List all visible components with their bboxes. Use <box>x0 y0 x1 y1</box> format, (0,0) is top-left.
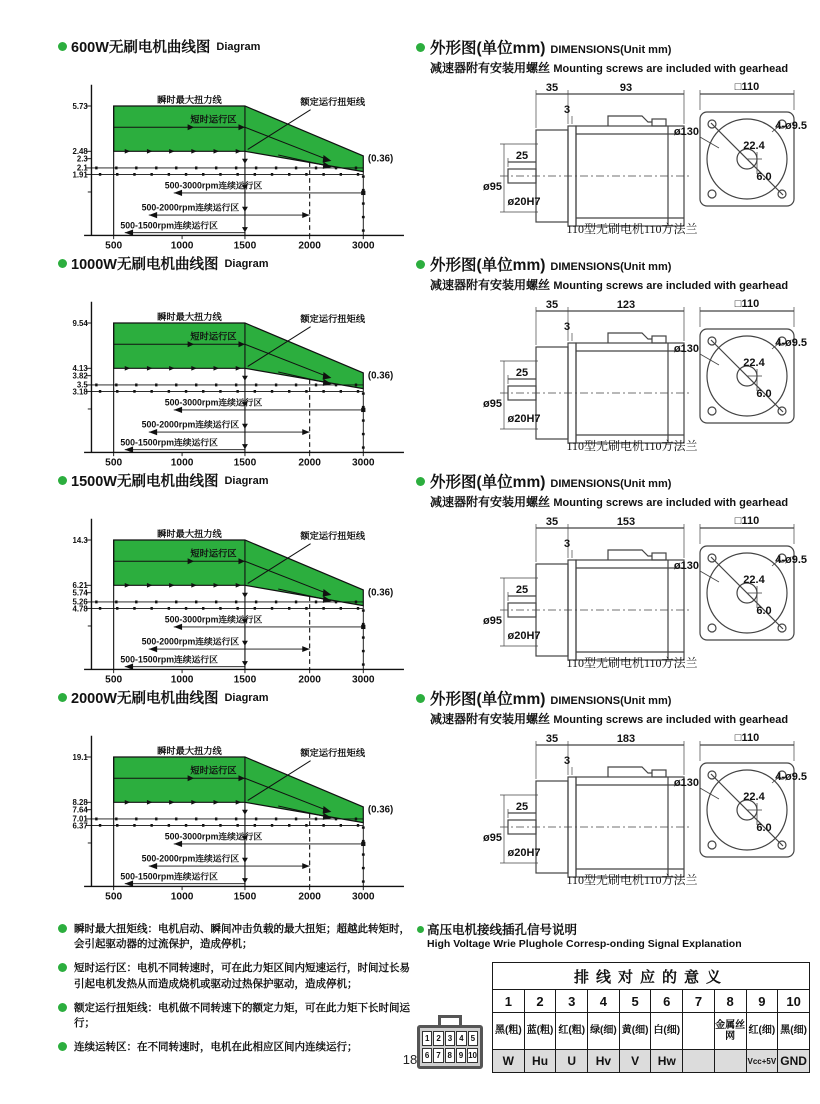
drawing-caption: 110型无刷电机110方法兰 <box>566 873 698 887</box>
dim-gearhead-length: 35 <box>545 733 559 745</box>
pin-number: 8 <box>714 990 746 1013</box>
signal-name: GND <box>778 1050 810 1073</box>
x-tick-label: 500 <box>105 891 123 903</box>
chart-title-text: 1000W无刷电机曲线图 <box>71 257 219 273</box>
y-tick-label: 6.21 <box>72 581 88 591</box>
wire-color: 黄(细) <box>619 1013 651 1050</box>
bullet-icon <box>58 259 67 268</box>
pin-number: 6 <box>651 990 683 1013</box>
connector-pin: 8 <box>445 1048 455 1063</box>
y-tick-label: 8.28 <box>72 798 88 808</box>
signal-explanation-block <box>411 896 820 1073</box>
dim-pilot-diameter: ø95 <box>483 181 502 193</box>
chart-title-en: Diagram <box>224 474 269 487</box>
pin-number: 5 <box>619 990 651 1013</box>
note-item <box>58 961 410 991</box>
peak-line-label: 瞬时最大扭力线 <box>157 312 222 323</box>
dim-bolt-circle: ø130 <box>673 343 699 355</box>
pin-number: 2 <box>524 990 556 1013</box>
dim-holes: 4-ø9.5 <box>775 771 807 783</box>
dimensions-title <box>416 687 820 709</box>
dimensions-title-en: DIMENSIONS(Unit mm) <box>550 695 672 707</box>
dim-holes: 4-ø9.5 <box>775 337 807 349</box>
dim-body-length: 93 <box>619 82 633 94</box>
torque-speed-chart <box>36 57 428 253</box>
y-tick-label: 4.13 <box>72 364 88 374</box>
y-tick-label: 5.73 <box>72 101 88 111</box>
zone-label: 500-3000rpm连续运行区 <box>164 831 263 842</box>
note-text: 连续运转区：在不同转速时，电机在此相应区间内连续运行； <box>74 1041 358 1054</box>
dim-flange: 3 <box>563 538 571 550</box>
chart-title <box>58 253 412 274</box>
dim-bolt-circle: ø130 <box>673 777 699 789</box>
y-tick-label: 6.37 <box>72 821 88 831</box>
torque-speed-chart <box>36 274 428 470</box>
bullet-icon <box>58 1042 67 1051</box>
connector-pin: 3 <box>445 1031 455 1046</box>
y-tick-label: 1.91 <box>72 170 88 180</box>
dim-shaft-length: 25 <box>515 584 529 596</box>
end-value-label: (0.36) <box>367 587 394 599</box>
torque-lines <box>91 168 363 174</box>
torque-lines <box>91 602 363 608</box>
x-tick-label: 500 <box>105 674 123 686</box>
x-tick-label: 500 <box>105 457 123 469</box>
dimensions-title <box>416 470 820 492</box>
peak-line-label: 瞬时最大扭力线 <box>157 746 222 757</box>
dim-key-depth: 6.0 <box>756 388 772 400</box>
dim-flange: 3 <box>563 321 571 333</box>
dim-key-width: 22.4 <box>743 791 765 803</box>
torque-lines <box>91 385 363 391</box>
dimensions-subtitle-en: Mounting screws are included with gearhead <box>553 497 789 509</box>
signal-name: Vcc+5V <box>746 1050 778 1073</box>
dim-shaft-diameter: ø20H7 <box>507 630 541 642</box>
chart-title-text: 2000W无刷电机曲线图 <box>71 691 219 707</box>
dimensions-subtitle <box>430 493 820 510</box>
pin-number: 4 <box>588 990 620 1013</box>
dim-square-flange: □110 <box>734 515 760 527</box>
x-tick-label: 1500 <box>233 891 257 903</box>
dim-shaft-diameter: ø20H7 <box>507 413 541 425</box>
note-text: 额定运行扭矩线：电机做不同转速下的额定力矩，可在此力矩下长时间运行； <box>74 1001 410 1030</box>
dimensions-subtitle-cn: 减速器附有安装用螺丝 <box>430 495 551 509</box>
connector-pin: 9 <box>456 1048 466 1063</box>
dim-gearhead-length: 35 <box>545 82 559 94</box>
dim-key-width: 22.4 <box>743 357 765 369</box>
dimensions-subtitle <box>430 59 820 76</box>
connector-row-top <box>422 1031 478 1046</box>
dim-gearhead-length: 35 <box>545 516 559 528</box>
pin-number: 9 <box>746 990 778 1013</box>
page-number: 18 <box>402 1052 418 1067</box>
dim-shaft-length: 25 <box>515 150 529 162</box>
zone-label: 500-2000rpm连续运行区 <box>141 202 240 213</box>
x-tick-label: 3000 <box>351 457 375 469</box>
dim-gearhead-length: 35 <box>545 299 559 311</box>
dimensions-subtitle-cn: 减速器附有安装用螺丝 <box>430 61 551 75</box>
signal-subtitle: High Voltage Wrie Plughole Corresp-onding Signal Explanation <box>427 938 742 950</box>
dim-key-width: 22.4 <box>743 574 765 586</box>
rows-container <box>0 28 820 903</box>
x-tick-label: 3000 <box>351 674 375 686</box>
connector-pin: 4 <box>456 1031 466 1046</box>
chart-block <box>0 245 412 469</box>
rated-line-label: 额定运行扭矩线 <box>300 314 366 325</box>
y-tick-label: 4.78 <box>72 604 88 614</box>
y-tick-label: 7.01 <box>72 814 88 824</box>
x-tick-label: 2000 <box>298 674 321 686</box>
short-zone-label: 短时运行区 <box>190 765 237 776</box>
bullet-icon <box>417 926 424 933</box>
signal-name: Hv <box>588 1050 620 1073</box>
y-tick-label: 3.82 <box>72 371 88 381</box>
dimensions-subtitle-cn: 减速器附有安装用螺丝 <box>430 712 551 726</box>
pin-number: 3 <box>556 990 588 1013</box>
chart-block <box>0 462 412 686</box>
catalog-row <box>0 679 820 903</box>
torque-lines <box>91 819 363 825</box>
dimensions-block <box>412 245 820 462</box>
bullet-icon <box>416 260 425 269</box>
bullet-icon <box>416 694 425 703</box>
y-tick-label: 3.18 <box>72 387 88 397</box>
wire-color: 蓝(粗) <box>524 1013 556 1050</box>
dimensions-block <box>412 679 820 896</box>
bottom-section <box>0 896 820 1073</box>
chart-block <box>0 28 412 252</box>
dimensions-subtitle-en: Mounting screws are included with gearhead <box>553 280 789 292</box>
x-tick-label: 2000 <box>298 240 321 252</box>
catalog-row <box>0 28 820 252</box>
wire-color: 金属丝网 <box>714 1013 746 1050</box>
zone-label: 500-3000rpm连续运行区 <box>164 180 263 191</box>
dim-holes: 4-ø9.5 <box>775 554 807 566</box>
chart-title-en: Diagram <box>224 691 269 704</box>
notes-list <box>0 896 411 1073</box>
dim-key-width: 22.4 <box>743 140 765 152</box>
dim-key-depth: 6.0 <box>756 605 772 617</box>
x-tick-label: 3000 <box>351 240 375 252</box>
zone-label: 500-1500rpm连续运行区 <box>120 871 218 882</box>
dimensions-subtitle <box>430 710 820 727</box>
drawing-caption: 110型无刷电机110方法兰 <box>566 439 698 453</box>
x-tick-label: 1000 <box>170 674 194 686</box>
x-tick-label: 500 <box>105 240 123 252</box>
bullet-icon <box>58 1003 67 1012</box>
peak-line-label: 瞬时最大扭力线 <box>157 529 222 540</box>
catalog-row <box>0 245 820 469</box>
zone-label: 500-3000rpm连续运行区 <box>164 614 263 625</box>
dim-square-flange: □110 <box>734 81 760 93</box>
zone-label: 500-1500rpm连续运行区 <box>120 437 218 448</box>
bullet-icon <box>58 476 67 485</box>
x-tick-label: 2000 <box>298 457 321 469</box>
dim-square-flange: □110 <box>734 732 760 744</box>
signal-name: U <box>556 1050 588 1073</box>
chart-title <box>58 36 412 57</box>
zone-label: 500-2000rpm连续运行区 <box>141 636 240 647</box>
dim-pilot-diameter: ø95 <box>483 398 502 410</box>
bullet-icon <box>416 43 425 52</box>
dimension-drawing <box>416 729 808 887</box>
dim-square-flange: □110 <box>734 298 760 310</box>
signal-title-text: 高压电机接线插孔信号说明 <box>427 923 578 937</box>
dimensions-block <box>412 28 820 245</box>
connector-pin: 1 <box>422 1031 432 1046</box>
wire-color: 红(细) <box>746 1013 778 1050</box>
dimensions-subtitle <box>430 276 820 293</box>
signal-name: Hu <box>524 1050 556 1073</box>
dimensions-subtitle-cn: 减速器附有安装用螺丝 <box>430 278 551 292</box>
wire-color: 红(粗) <box>556 1013 588 1050</box>
short-zone-label: 短时运行区 <box>190 331 237 342</box>
dim-body-length: 153 <box>616 516 636 528</box>
x-tick-label: 1000 <box>170 457 194 469</box>
zone-label: 500-1500rpm连续运行区 <box>120 654 218 665</box>
dimensions-title-en: DIMENSIONS(Unit mm) <box>550 261 672 273</box>
chart-title <box>58 470 412 491</box>
dimensions-title-text: 外形图(单位mm) <box>430 691 546 708</box>
x-tick-label: 1500 <box>233 240 257 252</box>
bullet-icon <box>416 477 425 486</box>
rated-line-label: 额定运行扭矩线 <box>300 531 366 542</box>
signal-name: Hw <box>651 1050 683 1073</box>
dimension-drawing <box>416 78 808 236</box>
chart-block <box>0 679 412 903</box>
wire-color-row <box>493 1013 810 1050</box>
dim-bolt-circle: ø130 <box>673 560 699 572</box>
dim-bolt-circle: ø130 <box>673 126 699 138</box>
chart-title-text: 1500W无刷电机曲线图 <box>71 474 219 490</box>
pin-number: 7 <box>683 990 715 1013</box>
dim-key-depth: 6.0 <box>756 822 772 834</box>
dim-pilot-diameter: ø95 <box>483 832 502 844</box>
y-tick-label: 5.26 <box>72 597 88 607</box>
x-tick-label: 1500 <box>233 457 257 469</box>
end-value-label: (0.36) <box>367 153 394 165</box>
connector-pin: 5 <box>468 1031 478 1046</box>
dim-pilot-diameter: ø95 <box>483 615 502 627</box>
y-tick-label: 2.1 <box>76 163 88 173</box>
note-item <box>58 1001 410 1031</box>
chart-title-text: 600W无刷电机曲线图 <box>71 40 211 56</box>
peak-line-label: 瞬时最大扭力线 <box>157 95 222 106</box>
bullet-icon <box>58 963 67 972</box>
torque-speed-chart <box>36 708 428 904</box>
wire-color: 白(细) <box>651 1013 683 1050</box>
zone-label: 500-2000rpm连续运行区 <box>141 419 240 430</box>
zone-label: 500-1500rpm连续运行区 <box>120 220 218 231</box>
drawing-caption: 110型无刷电机110方法兰 <box>566 222 698 236</box>
chart-title <box>58 687 412 708</box>
dim-body-length: 183 <box>616 733 636 745</box>
dimensions-title-text: 外形图(单位mm) <box>430 257 546 274</box>
dim-holes: 4-ø9.5 <box>775 120 807 132</box>
y-tick-label: 14.3 <box>72 535 88 545</box>
dimensions-title-text: 外形图(单位mm) <box>430 40 546 57</box>
end-value-label: (0.36) <box>367 370 394 382</box>
dimensions-title-en: DIMENSIONS(Unit mm) <box>550 44 672 56</box>
chart-title-en: Diagram <box>216 40 261 53</box>
signal-table-header: 排线对应的意义 <box>493 963 810 990</box>
note-text: 瞬时最大扭矩线：电机启动、瞬间冲击负载的最大扭矩；超越此转矩时，会引起驱动器的过流保护，造成停机； <box>74 923 410 951</box>
dim-shaft-length: 25 <box>515 367 529 379</box>
bullet-icon <box>58 924 67 933</box>
dimensions-title <box>416 253 820 275</box>
dim-key-depth: 6.0 <box>756 171 772 183</box>
dimensions-title-text: 外形图(单位mm) <box>430 474 546 491</box>
y-tick-label: 5.74 <box>72 588 88 598</box>
wire-color: 黑(粗) <box>493 1013 525 1050</box>
x-tick-label: 2000 <box>298 891 321 903</box>
dimensions-block <box>412 462 820 679</box>
wire-color <box>683 1013 715 1050</box>
chart-title-en: Diagram <box>224 257 269 270</box>
short-zone-label: 短时运行区 <box>190 548 237 559</box>
dimension-drawing <box>416 295 808 453</box>
signal-name: W <box>493 1050 525 1073</box>
bullet-icon <box>58 42 67 51</box>
catalog-row <box>0 462 820 686</box>
end-value-label: (0.36) <box>367 804 394 816</box>
signal-name: V <box>619 1050 651 1073</box>
pin-number-row <box>493 990 810 1013</box>
rated-line-label: 额定运行扭矩线 <box>300 97 366 108</box>
y-tick-label: 7.64 <box>72 805 88 815</box>
torque-speed-chart <box>36 491 428 687</box>
wire-color: 绿(细) <box>588 1013 620 1050</box>
pin-number: 1 <box>493 990 525 1013</box>
bullet-icon <box>58 693 67 702</box>
connector-pin: 6 <box>422 1048 432 1063</box>
note-text: 短时运行区：电机不同转速时，可在此力矩区间内短速运行，时间过长易引起电机发热从而造成烧机或驱动过热保护驱动，造成停机； <box>74 962 410 990</box>
dimensions-subtitle-en: Mounting screws are included with gearhead <box>553 714 789 726</box>
note-item <box>58 922 410 952</box>
zone-label: 500-3000rpm连续运行区 <box>164 397 263 408</box>
dim-shaft-diameter: ø20H7 <box>507 847 541 859</box>
drawing-caption: 110型无刷电机110方法兰 <box>566 656 698 670</box>
connector-pin: 7 <box>433 1048 443 1063</box>
y-tick-label: 9.54 <box>72 318 88 328</box>
dim-flange: 3 <box>563 755 571 767</box>
dimension-drawing <box>416 512 808 670</box>
x-tick-label: 1500 <box>233 674 257 686</box>
y-tick-label: 3.5 <box>76 380 88 390</box>
x-tick-label: 1000 <box>170 891 194 903</box>
dim-flange: 3 <box>563 104 571 116</box>
connector-tab <box>438 1015 462 1025</box>
wire-color: 黑(细) <box>778 1013 810 1050</box>
x-tick-label: 1000 <box>170 240 194 252</box>
dim-body-length: 123 <box>616 299 636 311</box>
rated-line-label: 额定运行扭矩线 <box>300 748 366 759</box>
signal-title <box>417 920 810 938</box>
connector-pin: 10 <box>467 1048 478 1063</box>
y-tick-label: 19.1 <box>72 752 88 762</box>
pin-number: 10 <box>778 990 810 1013</box>
y-tick-label: 2.3 <box>76 154 88 164</box>
y-tick-label: 2.48 <box>72 147 88 157</box>
connector-pin: 2 <box>433 1031 443 1046</box>
dim-shaft-diameter: ø20H7 <box>507 196 541 208</box>
x-tick-label: 3000 <box>351 891 375 903</box>
dimensions-subtitle-en: Mounting screws are included with gearhead <box>553 63 789 75</box>
dim-shaft-length: 25 <box>515 801 529 813</box>
dimensions-title <box>416 36 820 58</box>
zone-label: 500-2000rpm连续运行区 <box>141 853 240 864</box>
dimensions-title-en: DIMENSIONS(Unit mm) <box>550 478 672 490</box>
short-zone-label: 短时运行区 <box>190 114 237 125</box>
